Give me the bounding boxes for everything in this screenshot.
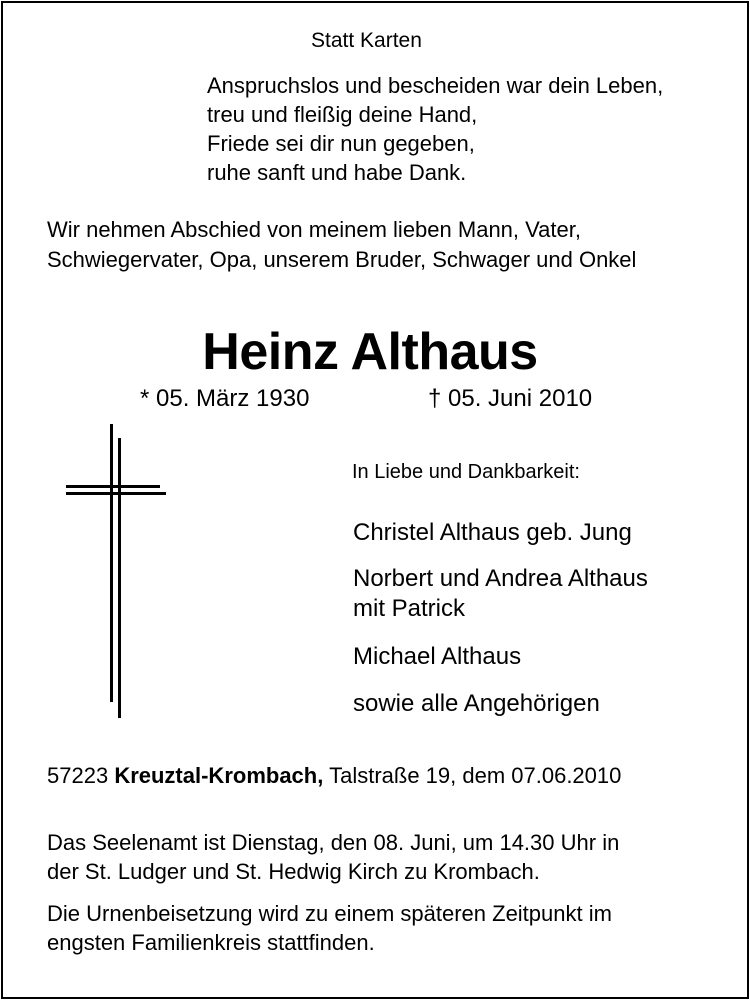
mourner-name [353, 564, 648, 624]
mourner-name: sowie alle Angehörigen [353, 690, 600, 717]
death-date: † 05. Juni 2010 [428, 385, 593, 412]
poem-line: Friede sei dir nun gegeben, [207, 131, 475, 156]
mourner-line: Norbert und Andrea Althaus [353, 565, 648, 592]
mourners-heading: In Liebe und Dankbarkeit: [352, 461, 580, 483]
statt-karten-heading: Statt Karten [311, 29, 422, 52]
address-street-date: Talstraße 19, dem 07.06.2010 [329, 763, 622, 788]
mourner-line: mit Patrick [353, 595, 466, 622]
service-line: der St. Ludger und St. Hedwig Kirch zu Krombach. [47, 859, 540, 884]
cross-icon [60, 424, 170, 718]
poem-line: Anspruchslos und bescheiden war dein Leben, [207, 73, 664, 98]
urn-line: engsten Familienkreis stattfinden. [47, 930, 375, 955]
poem-line: treu und fleißig deine Hand, [207, 102, 478, 127]
urn-line: Die Urnenbeisetzung wird zu einem späteren Zeitpunkt im [47, 901, 612, 926]
urn-burial-info [47, 899, 612, 957]
mourner-name: Michael Althaus [353, 643, 522, 670]
mourner-name: Christel Althaus geb. Jung [353, 519, 632, 546]
birth-date: * 05. März 1930 [140, 385, 310, 412]
address-zip: 57223 [47, 763, 109, 788]
farewell-intro [47, 215, 636, 275]
intro-line: Wir nehmen Abschied von meinem lieben Mann, Vater, [47, 217, 581, 242]
address-line [47, 761, 621, 790]
deceased-name: Heinz Althaus [202, 323, 538, 381]
intro-line: Schwiegervater, Opa, unserem Bruder, Schwager und Onkel [47, 247, 637, 272]
poem-line: ruhe sanft und habe Dank. [207, 160, 467, 185]
service-info [47, 828, 619, 886]
service-line: Das Seelenamt ist Dienstag, den 08. Juni, um 14.30 Uhr in [47, 830, 620, 855]
memorial-poem [207, 71, 663, 187]
address-city: Kreuztal-Krombach, [114, 763, 324, 788]
